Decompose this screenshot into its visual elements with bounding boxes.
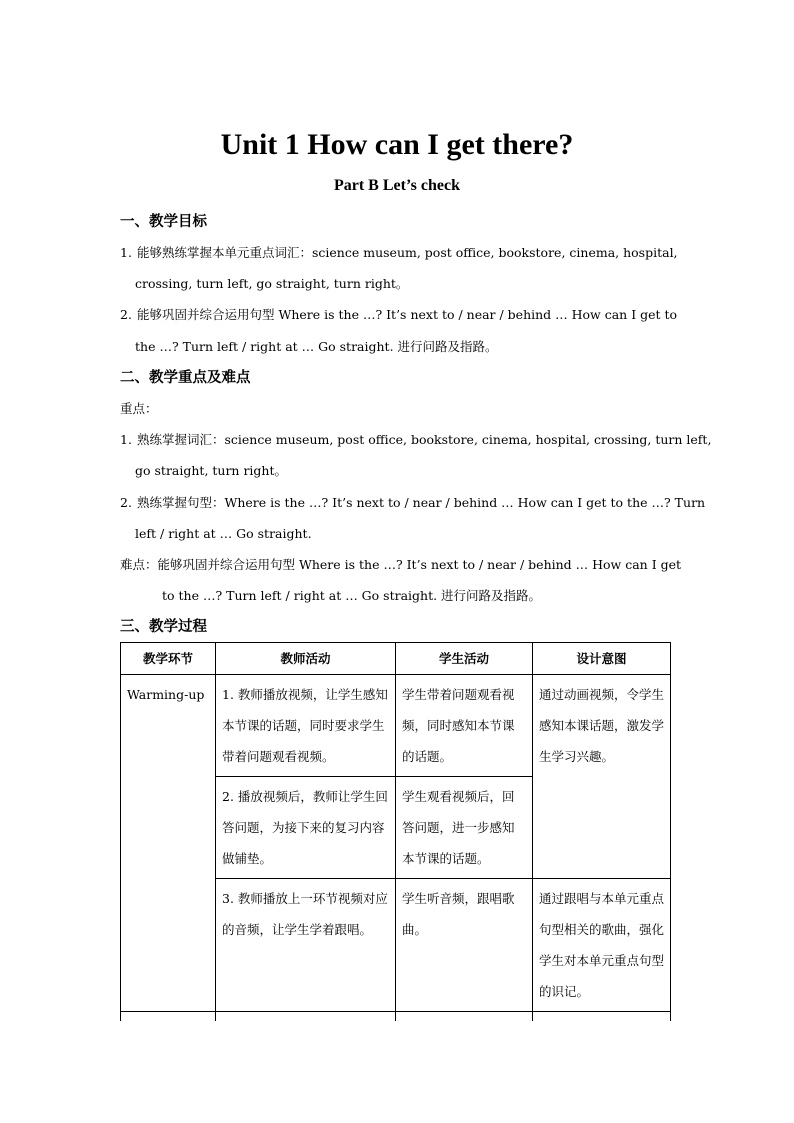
key-item-2-line-1 [120, 493, 705, 513]
list-text: 能够熟练掌握本单元重点词汇：science museum, post office, bookstore, cinema, hospital, [137, 245, 678, 260]
objective-item-1-line-1 [120, 243, 678, 263]
design-intent-cell: 通过跟唱与本单元重点句型相关的歌曲，强化学生对本单元重点句型的识记。 [533, 879, 671, 1012]
document-title: Unit 1 How can I get there? [220, 128, 574, 161]
student-activity-cell: 学生听音频，跟唱歌曲。 [396, 879, 533, 1012]
objective-item-2-line-2: the …? Turn left / right at … Go straight. 进行问路及指路。 [135, 339, 498, 354]
section-heading-process: 三、教学过程 [120, 618, 207, 635]
design-intent-cell: 通过动画视频，令学生感知本课话题，激发学生学习兴趣。 [533, 675, 671, 879]
column-header-teacher-activity: 教师活动 [216, 643, 396, 675]
objective-item-1-line-2: crossing, turn left, go straight, turn right。 [135, 276, 409, 291]
student-activity-cell: 学生观看视频后，回答问题，进一步感知本节课的话题。 [396, 777, 533, 879]
difficulty-line-1: 难点：能够巩固并综合运用句型 Where is the …? It’s next to / near / behind … How can I get [120, 557, 682, 572]
list-text: 熟练掌握句型：Where is the …? It’s next to / near / behind … How can I get to the …? Turn [137, 495, 706, 510]
list-number: 2. [120, 307, 132, 322]
page-bottom-margin [0, 1021, 794, 1123]
key-item-1-line-2: go straight, turn right。 [135, 463, 288, 478]
column-header-design-intent: 设计意图 [533, 643, 671, 675]
key-item-1-line-1 [120, 430, 711, 450]
list-number: 2. [120, 495, 132, 510]
key-points-label: 重点： [120, 401, 158, 416]
student-activity-cell: 学生带着问题观看视频，同时感知本节课的话题。 [396, 675, 533, 777]
column-header-stage: 教学环节 [121, 643, 216, 675]
list-number: 1. [120, 245, 132, 260]
table-row [121, 675, 671, 777]
teacher-activity-cell: 3. 教师播放上一环节视频对应的音频，让学生学着跟唱。 [216, 879, 396, 1012]
column-header-student-activity: 学生活动 [396, 643, 533, 675]
document-subtitle: Part B Let’s check [333, 177, 461, 194]
section-heading-key-points: 二、教学重点及难点 [120, 369, 251, 386]
stage-cell-warmup: Warming-up [121, 675, 216, 1012]
teacher-activity-cell: 1. 教师播放视频，让学生感知本节课的话题，同时要求学生带着问题观看视频。 [216, 675, 396, 777]
teacher-activity-cell: 2. 播放视频后，教师让学生回答问题，为接下来的复习内容做铺垫。 [216, 777, 396, 879]
key-item-2-line-2: left / right at … Go straight. [135, 526, 312, 541]
difficulty-line-2: to the …? Turn left / right at … Go straight. 进行问路及指路。 [162, 588, 542, 603]
objective-item-2-line-1 [120, 305, 677, 325]
teaching-process-table [120, 642, 671, 1052]
list-number: 1. [120, 432, 132, 447]
list-text: 熟练掌握词汇：science museum, post office, bookstore, cinema, hospital, crossing, turn left, [137, 432, 712, 447]
table-header-row [121, 643, 671, 675]
list-text: 能够巩固并综合运用句型 Where is the …? It’s next to / near / behind … How can I get to [137, 307, 678, 322]
section-heading-objectives: 一、教学目标 [120, 213, 207, 230]
